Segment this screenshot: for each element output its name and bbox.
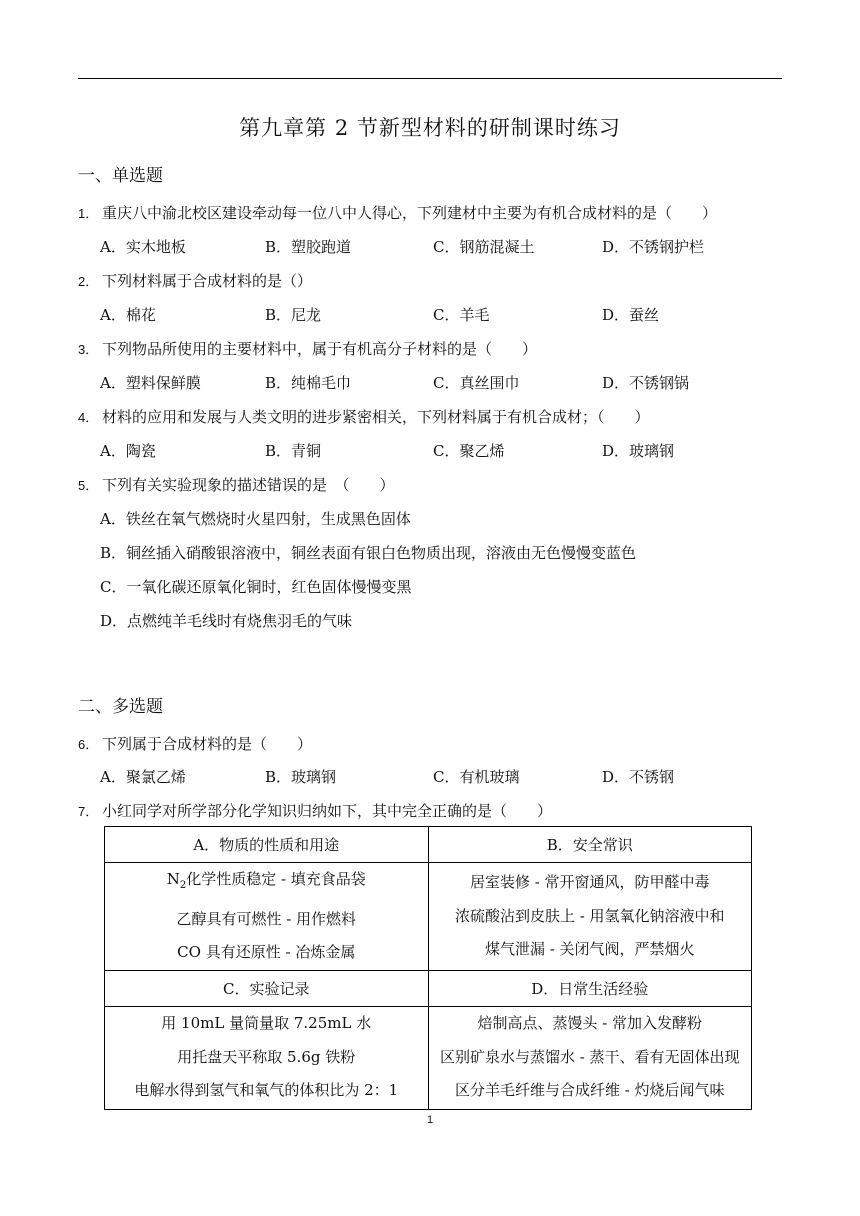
page-title: 第九章第 2 节新型材料的研制课时练习	[239, 116, 621, 140]
option-d: D．玻璃钢	[602, 442, 675, 460]
question-6	[78, 733, 312, 754]
header-rule	[78, 78, 782, 79]
cell-line: 电解水得到氢气和氧气的体积比为 2：1	[134, 1081, 399, 1100]
option-a: A．陶瓷	[100, 442, 156, 460]
option-d: D．不锈钢	[602, 768, 675, 786]
question-text: 下列材料属于合成材料的是（）	[102, 272, 313, 290]
cell-line: 浓硫酸沾到皮肤上 - 用氢氧化钠溶液中和	[454, 906, 725, 925]
question-5	[78, 474, 395, 495]
option-b: B．玻璃钢	[265, 768, 337, 786]
cell-b-body	[428, 863, 752, 971]
cell-line: 区分羊毛纤维与合成纤维 - 灼烧后闻气味	[454, 1081, 725, 1100]
question-number: 3．	[78, 342, 99, 357]
question-number: 4．	[78, 410, 99, 425]
option-b: B．铜丝插入硝酸银溶液中，铜丝表面有银白色物质出现，溶液由无色慢慢变蓝色	[100, 544, 637, 562]
option-b: B．塑胶跑道	[265, 238, 352, 256]
question-3	[78, 338, 537, 359]
cell-a-header: A．物质的性质和用途	[105, 827, 429, 863]
option-a: A．聚氯乙烯	[100, 768, 186, 786]
option-d: D．点燃纯羊毛线时有烧焦羽毛的气味	[100, 612, 353, 630]
question-text: 重庆八中渝北校区建设牵动每一位八中人得心，下列建材中主要为有机合成材料的是（ ）	[102, 204, 718, 222]
cell-c-body	[105, 1006, 429, 1109]
question-text: 小红同学对所学部分化学知识归纳如下，其中完全正确的是（ ）	[102, 802, 553, 820]
section-heading-single: 一、单选题	[78, 166, 163, 186]
option-c: C．一氧化碳还原氧化铜时，红色固体慢慢变黑	[100, 578, 412, 596]
question-1	[78, 202, 717, 223]
question-7	[78, 800, 552, 821]
cell-c-header: C．实验记录	[105, 970, 429, 1006]
option-c: C．有机玻璃	[433, 768, 520, 786]
cell-a-body	[105, 863, 429, 971]
option-a: A．铁丝在氧气燃烧时火星四射，生成黑色固体	[100, 510, 411, 528]
option-c: C．羊毛	[433, 306, 490, 324]
question-number: 5．	[78, 478, 99, 493]
option-c: C．真丝围巾	[433, 374, 520, 392]
option-c: C．聚乙烯	[433, 442, 505, 460]
cell-line: 用托盘天平称取 5.6g 铁粉	[177, 1047, 356, 1066]
page-number: 1	[426, 1114, 434, 1126]
question-number: 1．	[78, 206, 99, 221]
option-b: B．青铜	[265, 442, 322, 460]
cell-line: 区别矿泉水与蒸馏水 - 蒸干、看有无固体出现	[439, 1047, 740, 1066]
question-text: 下列有关实验现象的描述错误的是 （ ）	[102, 476, 395, 494]
option-a: A．实木地板	[100, 238, 186, 256]
option-d: D．不锈钢护栏	[602, 238, 705, 256]
cell-line: 乙醇具有可燃性 - 用作燃料	[176, 909, 357, 928]
cell-line-text: 化学性质稳定 - 填充食品袋	[186, 870, 366, 888]
option-c: C．钢筋混凝土	[433, 238, 535, 256]
question-number: 6．	[78, 737, 99, 752]
option-d: D．不锈钢锅	[602, 374, 690, 392]
cell-d-body	[428, 1006, 752, 1109]
cell-line: 用 10mL 量筒量取 7.25mL 水	[161, 1014, 372, 1033]
option-a: A．塑料保鲜膜	[100, 374, 201, 392]
cell-b-header: B．安全常识	[428, 827, 752, 863]
option-d: D．蚕丝	[602, 306, 660, 324]
cell-line: 居室装修 - 常开窗通风，防甲醛中毒	[469, 873, 710, 891]
cell-line: 煤气泄漏 - 关闭气阀，严禁烟火	[484, 940, 695, 958]
question-text: 材料的应用和发展与人类文明的进步紧密相关，下列材料属于有机合成材；（ ）	[102, 408, 650, 426]
question-number: 2．	[78, 274, 99, 289]
cell-line: CO 具有还原性 - 冶炼金属	[177, 943, 356, 961]
option-a: A．棉花	[100, 306, 156, 324]
question-text: 下列物品所使用的主要材料中，属于有机高分子材料的是（ ）	[102, 340, 538, 358]
question-2	[78, 270, 312, 291]
option-b: B．纯棉毛巾	[265, 374, 352, 392]
knowledge-table	[104, 826, 752, 1110]
n2-symbol: N	[166, 870, 180, 888]
question-4	[78, 406, 650, 427]
question-text: 下列属于合成材料的是（ ）	[102, 735, 313, 753]
question-number: 7．	[78, 804, 99, 819]
cell-d-header: D．日常生活经验	[428, 970, 752, 1006]
cell-line: 焙制高点、蒸馒头 - 常加入发酵粉	[477, 1014, 703, 1033]
section-heading-multi: 二、多选题	[78, 697, 163, 717]
n2-subscript: 2	[179, 880, 187, 891]
option-b: B．尼龙	[265, 306, 322, 324]
cell-line	[105, 863, 428, 903]
